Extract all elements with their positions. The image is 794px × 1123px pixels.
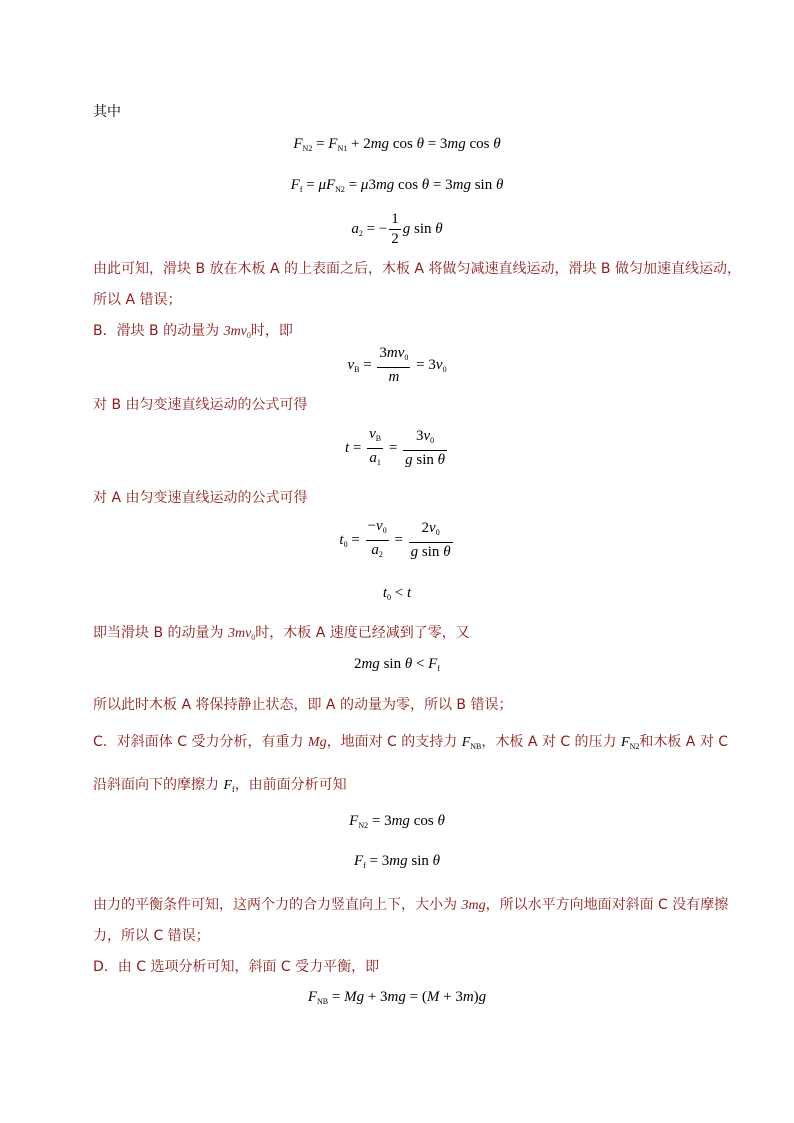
option-c-line1-text-d: 和木板 A 对 C xyxy=(639,734,729,750)
option-c-line2 xyxy=(93,774,347,794)
option-c-line3-text-a: 由力的平衡条件可知，这两个力的合力竖直向上下，大小为 xyxy=(93,897,462,913)
formula-t: t = $\frac{v_B}{a_1}$ = $\frac{3v_0}{\text{g sin θ}}$ xyxy=(344,426,445,468)
option-b-line4-momentum-sub: 0 xyxy=(251,633,256,642)
option-b-intro-text: B．滑块 B 的动量为 xyxy=(93,323,224,339)
option-c-line2-text-b: ，由前面分析可知 xyxy=(234,777,347,793)
option-c-fn2: $F_{N2}$ xyxy=(621,735,640,751)
option-b-line4-momentum xyxy=(228,626,255,641)
option-c-gravity: Mg xyxy=(307,735,327,750)
option-c-line1-text-a: C．对斜面体 C 受力分析，有重力 xyxy=(93,734,308,750)
option-c-line4: 力，所以 C 错误； xyxy=(93,928,210,944)
option-c-line1 xyxy=(93,731,728,751)
paragraph-conclusion-a-line2: 所以 A 错误； xyxy=(93,292,182,308)
option-b-line4-momentum-value: 3mv xyxy=(227,626,252,641)
option-c-fnb: $F_{NB}$ xyxy=(461,735,482,751)
option-b-line3: 对 A 由匀变速直线运动的公式可得 xyxy=(93,490,308,506)
option-b-line4-text: 即当滑块 B 的动量为 xyxy=(93,625,228,641)
option-b-intro-post: 时，即 xyxy=(250,323,293,339)
option-b-line4-post: 时，木板 A 速度已经减到了零，又 xyxy=(255,625,470,641)
formula-t0-less-t: $t_0 < t$ xyxy=(382,585,412,602)
formula-c-fn2: $F_{N2} = 3mg$ cos θ xyxy=(349,813,445,830)
option-b-line2: 对 B 由匀变速直线运动的公式可得 xyxy=(93,397,308,413)
formula-ff: $F_f = \mu F_{N2} = \mu 3mg$ cos θ = 3mg sin θ xyxy=(290,177,504,194)
formula-fnb: $F_{NB} = Mg + 3mg = (M + 3m)g$ xyxy=(307,989,487,1006)
formula-c-ff: $F_f = 3mg$ sin θ xyxy=(353,853,441,870)
label-qizhong: 其中 xyxy=(93,104,121,120)
option-c-line3-text-b: ，所以水平方向地面对斜面 C 没有摩擦 xyxy=(485,897,729,913)
option-b-line5: 所以此时木板 A 将保持静止状态，即 A 的动量为零，所以 B 错误； xyxy=(93,697,513,713)
option-b-momentum xyxy=(224,324,251,339)
option-b-line4 xyxy=(93,622,470,642)
option-c-line1-text-c: ，木板 A 对 C 的压力 xyxy=(481,734,622,750)
option-c-line3 xyxy=(93,894,728,914)
formula-fn2: $F_{N2} = F_{N1} + 2mg$ cos θ = 3mg cos θ xyxy=(293,136,501,153)
paragraph-conclusion-a-line1: 由此可知，滑块 B 放在木板 A 的上表面之后，木板 A 将做匀减速直线运动，滑块 B 做匀加速直线运动， xyxy=(93,261,741,277)
option-b-momentum-value: 3mv xyxy=(223,324,247,339)
formula-a2: $a_2$ = − $\frac{1}{2}$ g sin θ xyxy=(351,211,443,247)
option-d-line1: D．由 C 选项分析可知，斜面 C 受力平衡，即 xyxy=(93,959,380,975)
formula-t0: $t_0$ = $\frac{-v_0}{a_2}$ = $\frac{2v_0}{\text{g sin θ}}$ xyxy=(339,518,451,560)
option-c-line2-text-a: 沿斜面向下的摩擦力 xyxy=(93,777,224,793)
formula-2mgsin-less-ff: 2mg $\sin \theta < F_f$ xyxy=(353,656,441,673)
option-b-intro xyxy=(93,320,293,340)
formula-vb: $v_B$ = $\frac{3mv_0}{m}$ = $3v_0$ xyxy=(347,345,447,385)
option-b-momentum-sub: 0 xyxy=(246,331,251,340)
option-c-ff: $F_f$ xyxy=(223,778,235,794)
option-c-resultant: 3mg xyxy=(461,898,486,913)
option-c-line1-text-b: ，地面对 C 的支持力 xyxy=(326,734,462,750)
